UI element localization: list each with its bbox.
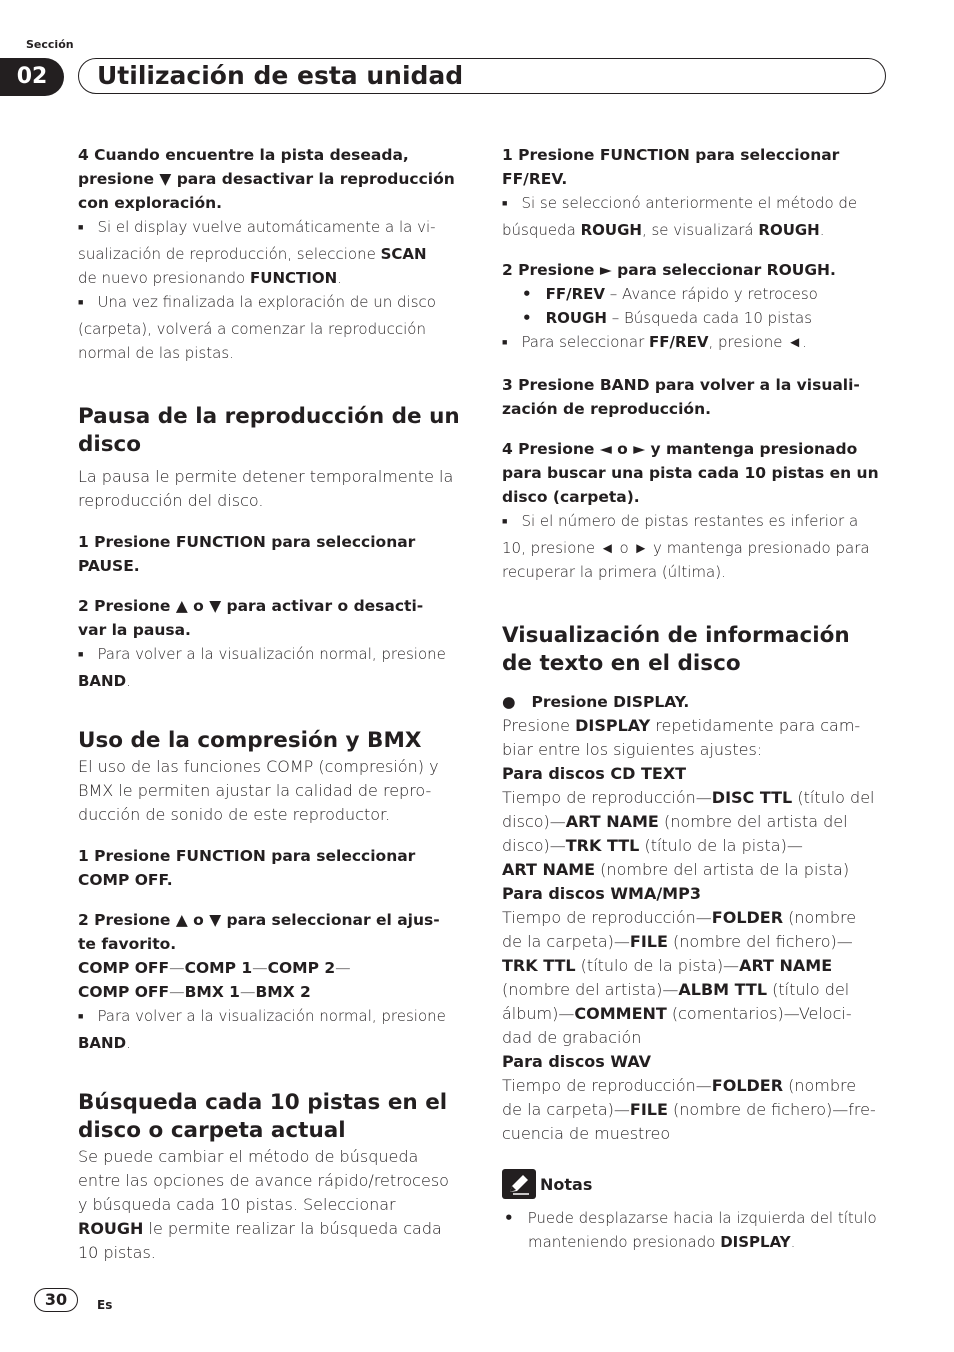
note: de nuevo presionando FUNCTION.: [78, 269, 342, 287]
display-step: ● Presione DISPLAY.: [502, 693, 690, 711]
paragraph: cuencia de muestreo: [502, 1124, 671, 1143]
paragraph: TRK TTL (título de la pista)—ART NAME: [502, 956, 833, 975]
note: ■ Si se seleccionó anteriormente el método de: [502, 194, 858, 212]
paragraph: disco)—TRK TTL (título de la pista)—: [502, 836, 803, 855]
subheading-cd-text: Para discos CD TEXT: [502, 764, 687, 783]
paragraph: de la carpeta)—FILE (nombre de fichero)—fre-: [502, 1100, 876, 1119]
square-bullet-icon: ■: [78, 1012, 84, 1022]
paragraph: biar entre los siguientes ajustes:: [502, 740, 763, 759]
paragraph: Tiempo de reproducción—FOLDER (nombre: [502, 908, 857, 927]
note: (carpeta), volverá a comenzar la reproducción: [78, 320, 426, 338]
comp-step-2: 2 Presione ▲ o ▼ para seleccionar el ajus-: [78, 911, 440, 929]
comp-step-1: COMP OFF.: [78, 871, 173, 889]
pause-step-1: PAUSE.: [78, 557, 140, 575]
note: ■ Para volver a la visualización normal, presione: [78, 1007, 446, 1025]
ffrev-step-4: 4 Presione ◄ o ► y mantenga presionado: [502, 440, 858, 458]
pause-step-2: var la pausa.: [78, 621, 191, 639]
right-column: [502, 143, 894, 1254]
list-item: • FF/REV – Avance rápido y retroceso: [522, 285, 818, 303]
section-label: Sección: [26, 38, 74, 51]
comp-step-1: 1 Presione FUNCTION para seleccionar: [78, 847, 416, 865]
paragraph: dad de grabación: [502, 1028, 642, 1047]
square-bullet-icon: ■: [78, 298, 84, 308]
ffrev-step-4: disco (carpeta).: [502, 488, 640, 506]
comp-sequence: COMP OFF—BMX 1—BMX 2: [78, 983, 311, 1001]
section-heading-text-info: de texto en el disco: [502, 651, 741, 676]
note: normal de las pistas.: [78, 344, 234, 362]
paragraph: reproducción del disco.: [78, 491, 264, 510]
paragraph: ART NAME (nombre del artista de la pista): [502, 860, 850, 879]
pause-step-2: 2 Presione ▲ o ▼ para activar o desacti-: [78, 597, 424, 615]
step-4-line: presione ▼ para desactivar la reproducción: [78, 170, 455, 188]
paragraph: BMX le permiten ajustar la calidad de repro-: [78, 781, 432, 800]
square-bullet-icon: ■: [502, 338, 508, 348]
note: ■ Para volver a la visualización normal, presione: [78, 645, 446, 663]
bullet-dot-icon: •: [522, 309, 532, 327]
language-code: Es: [97, 1298, 113, 1312]
pencil-icon: [502, 1169, 536, 1199]
paragraph: ducción de sonido de este reproductor.: [78, 805, 391, 824]
note: sualización de reproducción, seleccione SCAN: [78, 245, 427, 263]
paragraph: entre las opciones de avance rápido/retroceso: [78, 1171, 449, 1190]
square-bullet-icon: ■: [502, 199, 508, 209]
page-title: Utilización de esta unidad: [97, 61, 464, 90]
ffrev-step-3: zación de reproducción.: [502, 400, 712, 418]
paragraph: Tiempo de reproducción—DISC TTL (título del: [502, 788, 875, 807]
pause-step-1: 1 Presione FUNCTION para seleccionar: [78, 533, 416, 551]
bullet-circle-icon: ●: [502, 693, 516, 711]
bullet-dot-icon: •: [504, 1209, 514, 1227]
comp-step-2: te favorito.: [78, 935, 177, 953]
note: • Puede desplazarse hacia la izquierda del título: [504, 1209, 877, 1227]
left-column: [78, 143, 468, 1265]
note: ■ Una vez finalizada la exploración de un disco: [78, 293, 436, 311]
subheading-wma-mp3: Para discos WMA/MP3: [502, 884, 701, 903]
section-number-badge: 02: [0, 58, 64, 96]
note: BAND.: [78, 672, 131, 690]
ffrev-step-1: 1 Presione FUNCTION para seleccionar: [502, 146, 840, 164]
paragraph: (nombre del artista)—ALBM TTL (título del: [502, 980, 850, 999]
paragraph: Tiempo de reproducción—FOLDER (nombre: [502, 1076, 857, 1095]
section-heading-search: disco o carpeta actual: [78, 1118, 346, 1143]
note: 10, presione ◄ o ► y mantenga presionado para: [502, 539, 870, 557]
square-bullet-icon: ■: [78, 223, 84, 233]
paragraph: ROUGH le permite realizar la búsqueda cada: [78, 1219, 442, 1238]
note: ■ Para seleccionar FF/REV, presione ◄.: [502, 333, 807, 351]
section-heading-pause: disco: [78, 432, 142, 457]
page-number: 30: [34, 1288, 78, 1312]
paragraph: La pausa le permite detener temporalmente la: [78, 467, 454, 486]
notes-label: Notas: [540, 1174, 593, 1194]
note: recuperar la primera (última).: [502, 563, 726, 581]
square-bullet-icon: ■: [502, 517, 508, 527]
ffrev-step-3: 3 Presione BAND para volver a la visuali-: [502, 376, 860, 394]
note: ■ Si el número de pistas restantes es inferior a: [502, 512, 859, 530]
paragraph: Presione DISPLAY repetidamente para cam-: [502, 716, 861, 735]
section-heading-text-info: Visualización de información: [502, 623, 850, 648]
bullet-dot-icon: •: [522, 285, 532, 303]
paragraph: disco)—ART NAME (nombre del artista del: [502, 812, 848, 831]
section-heading-pause: Pausa de la reproducción de un: [78, 404, 460, 429]
ffrev-step-1: FF/REV.: [502, 170, 568, 188]
paragraph: álbum)—COMMENT (comentarios)—Veloci-: [502, 1004, 852, 1023]
paragraph: 10 pistas.: [78, 1243, 156, 1262]
ffrev-step-4: para buscar una pista cada 10 pistas en un: [502, 464, 879, 482]
paragraph: de la carpeta)—FILE (nombre del fichero)—: [502, 932, 853, 951]
subheading-wav: Para discos WAV: [502, 1052, 651, 1071]
step-4-line: con exploración.: [78, 194, 223, 212]
note: BAND.: [78, 1034, 131, 1052]
note: ■ Si el display vuelve automáticamente a la vi-: [78, 218, 436, 236]
list-item: • ROUGH – Búsqueda cada 10 pistas: [522, 309, 813, 327]
paragraph: y búsqueda cada 10 pistas. Seleccionar: [78, 1195, 396, 1214]
notes-header: [502, 1168, 894, 1200]
section-heading-compression: Uso de la compresión y BMX: [78, 728, 422, 753]
step-4-line: 4 Cuando encuentre la pista deseada,: [78, 146, 409, 164]
square-bullet-icon: ■: [78, 650, 84, 660]
paragraph: Se puede cambiar el método de búsqueda: [78, 1147, 419, 1166]
note: manteniendo presionado DISPLAY.: [528, 1233, 796, 1251]
note: búsqueda ROUGH, se visualizará ROUGH.: [502, 221, 825, 239]
comp-sequence: COMP OFF—COMP 1—COMP 2—: [78, 959, 351, 977]
ffrev-step-2: 2 Presione ► para seleccionar ROUGH.: [502, 261, 836, 279]
paragraph: El uso de las funciones COMP (compresión) y: [78, 757, 439, 776]
section-heading-search: Búsqueda cada 10 pistas en el: [78, 1090, 448, 1115]
